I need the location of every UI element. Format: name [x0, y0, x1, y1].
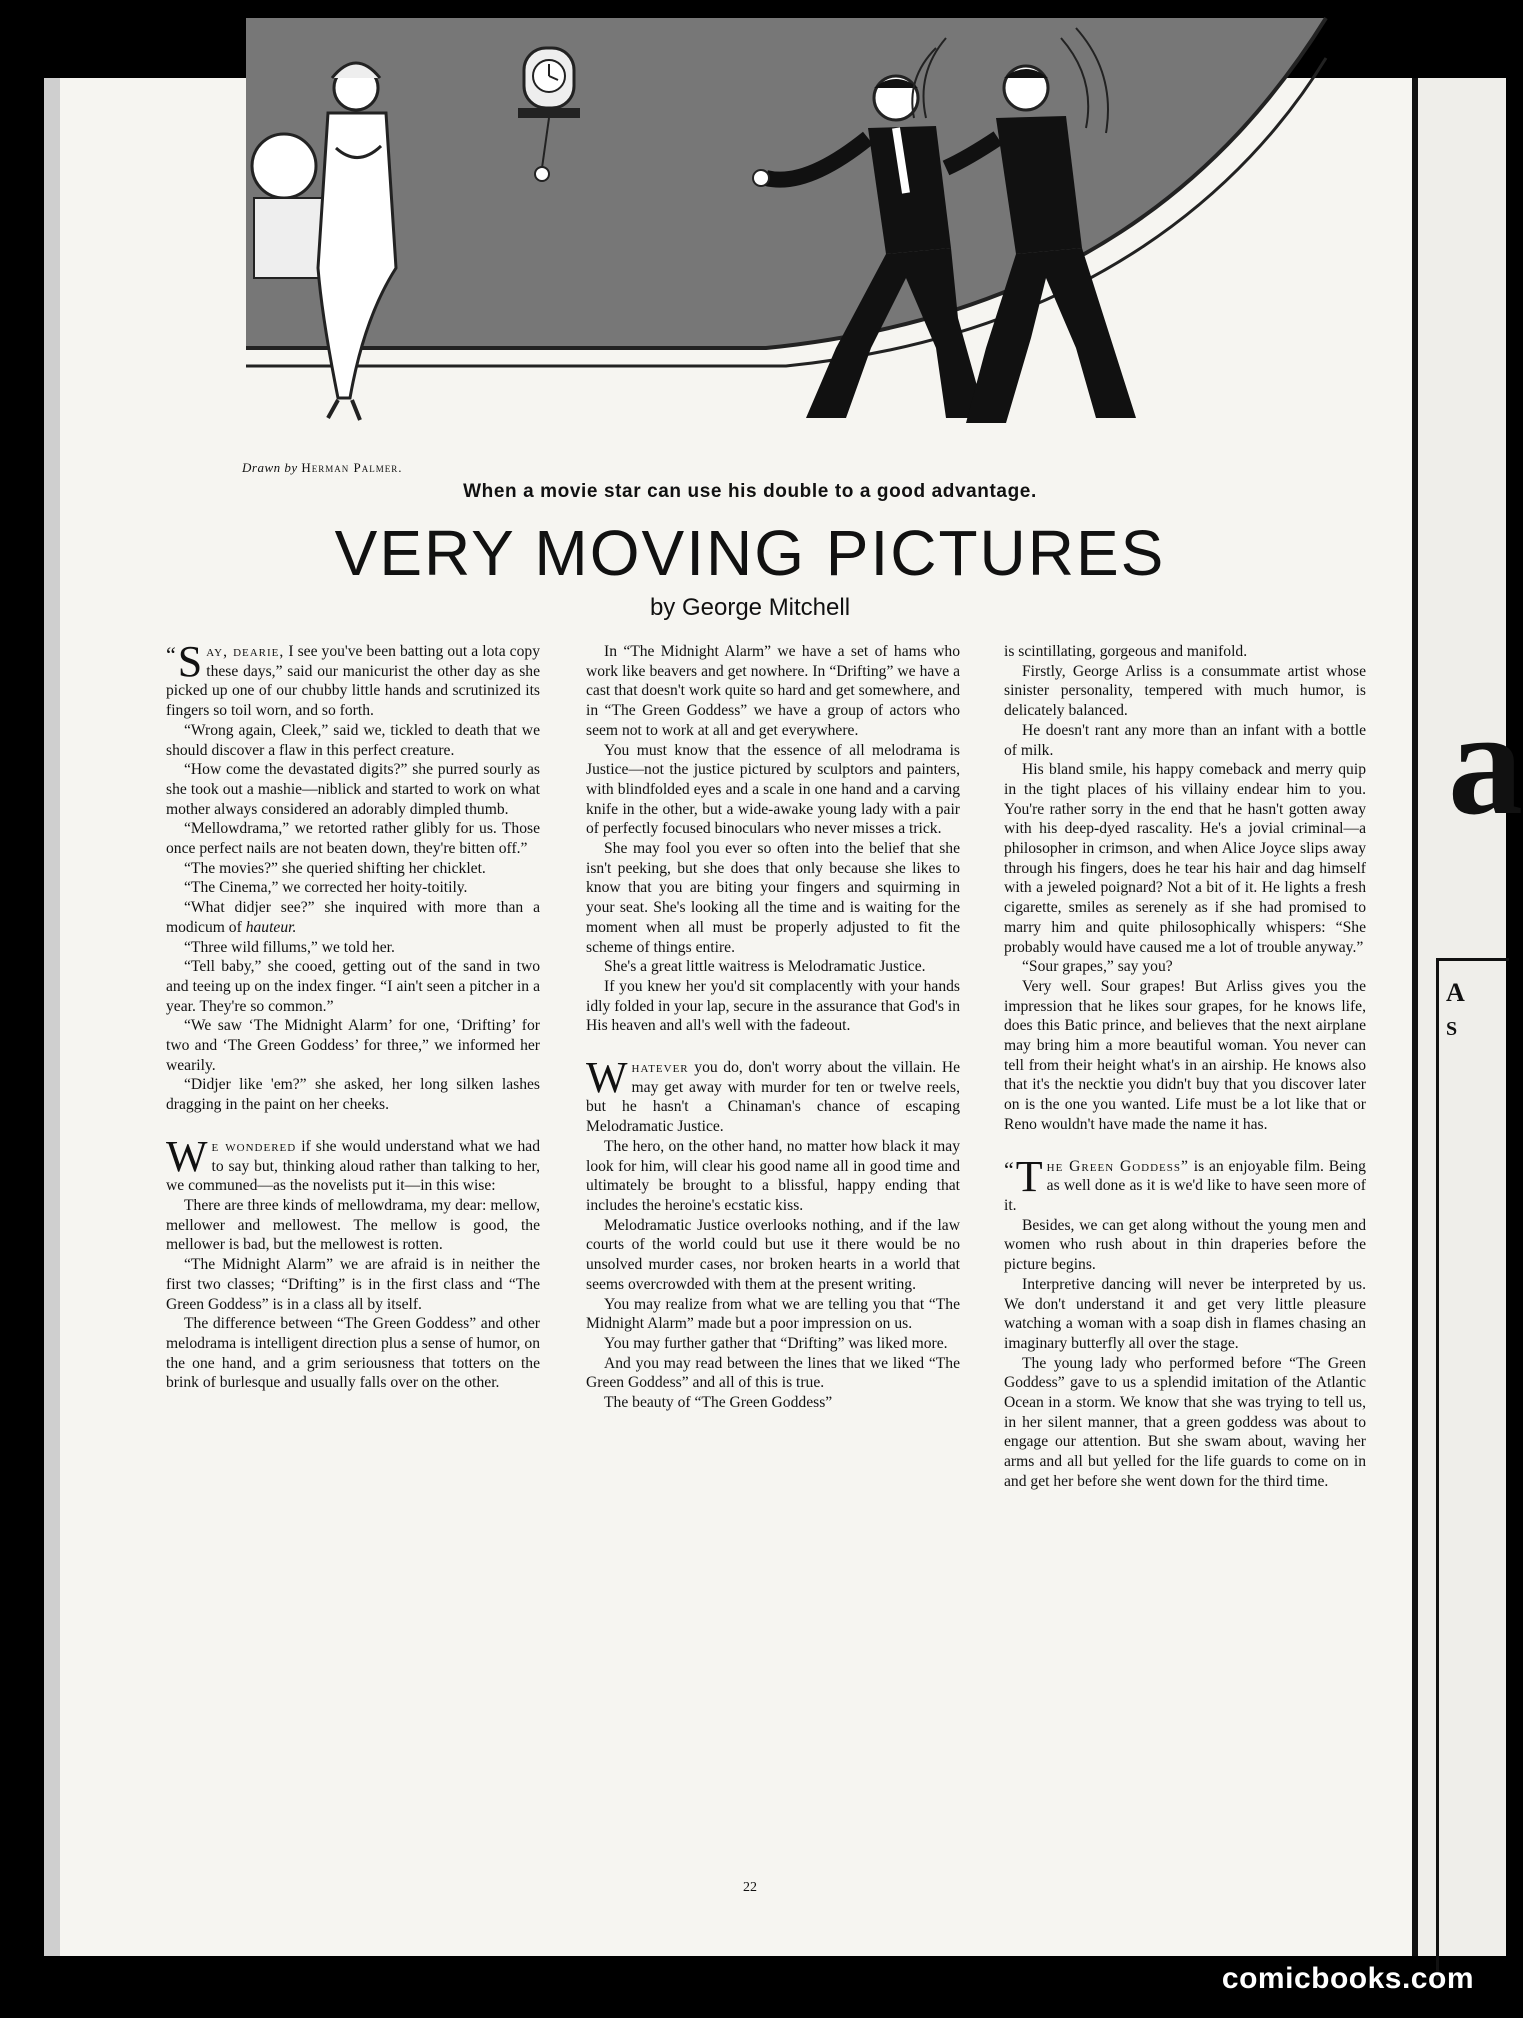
paragraph: “Mellowdrama,” we retorted rather glibly for us. Those once perfect nails are not beaten down, they're bitten off.” [166, 820, 540, 858]
article-title: VERY MOVING PICTURES [334, 517, 1166, 589]
cartoon-illustration [246, 18, 1326, 438]
adjacent-page-strip [1412, 78, 1523, 1956]
paragraph: She may fool you ever so often into the belief that she isn't peeking, but she does that only because she likes to know that you are biting your fingers and squirming in your seat. She's looking all the time and is waiting for the moment when all must be properly adjusted to fit the scheme of things entire. [586, 840, 960, 956]
illustration-credit: Drawn by Herman Palmer. [242, 460, 403, 475]
paragraph: You may further gather that “Drifting” was liked more. [604, 1334, 948, 1352]
paragraph: Besides, we can get along without the young men and women who rush about in thin draperies before the picture begins. [1004, 1216, 1366, 1274]
paragraph: Firstly, George Arliss is a consummate artist whose sinister personality, tempered with much humor, is delicately balanced. [1004, 662, 1366, 720]
paragraph: Interpretive dancing will never be interpreted by us. We don't understand it and get very little pleasure watching a woman with a soap dish in flames chasing an imaginary butterfly all over the stage. [1004, 1275, 1366, 1352]
paragraph: The beauty of “The Green Goddess” [604, 1394, 833, 1412]
drop-cap: W [166, 1131, 208, 1181]
article-byline: by George Mitchell [649, 594, 851, 621]
paragraph: “Sour grapes,” say you? [1022, 958, 1173, 976]
paragraph: “Three wild fillums,” we told her. [184, 938, 395, 956]
paragraph: “Tell baby,” she cooed, getting out of the sand in two and teeing up on the index finger. “I ain't seen a pitcher in a year. They're so common.” [166, 958, 540, 1015]
paragraph: In “The Midnight Alarm” we have a set of hams who work like beavers and get nowhere. In “Drifting” we have a cast that doesn't work quite so hard and get somewhere, and in “The Green Goddess” we have a group of actors who seem not to work at all and get everywhere. [586, 643, 960, 739]
paragraph: And you may read between the lines that we liked “The Green Goddess” and all of this is true. [586, 1354, 960, 1392]
paragraph: Melodramatic Justice overlooks nothing, and if the law courts of the world could but use it there would be no unsolved murder cases, nor broken hearts in a world that seems overcrowded with them at the present writing. [586, 1216, 960, 1293]
paragraph: “Didjer like 'em?” she asked, her long silken lashes dragging in the paint on her cheeks. [166, 1076, 540, 1114]
paragraph: Very well. Sour grapes! But Arliss gives you the impression that he likes sour grapes, for he knows life, does this Batic prince, and believes that the next airplane may bring him a more beautiful woman. You never can tell from their height what's in an airship. He knows also that it's the necktie you didn't buy that you discover later on is the one you wanted. Life must be a lot like that or Reno wouldn't have made the name it has. [1004, 977, 1366, 1133]
paragraph: You may realize from what we are telling you that “The Midnight Alarm” made but a poor impression on us. [586, 1295, 960, 1333]
paragraph: “Wrong again, Cleek,” said we, tickled to death that we should discover a flaw in this perfect creature. [166, 721, 540, 759]
paragraph: The young lady who performed before “The Green Goddess” gave to us a splendid imitation of the Atlantic Ocean in a storm. We know that she was trying to tell us, in her silent manner, that a green goddess was about to engage our attention. But she swam about, waving her arms and all but yelled for the life guards to come on in and get her before she went down for the third time. [1004, 1354, 1366, 1490]
site-watermark: comicbooks.com [1221, 1962, 1474, 1995]
page-gutter [44, 78, 60, 1956]
paragraph: “ S ay, dearie, I see you've been batting out a lota copy these days,” said our manicurist the other day as she picked up one of our chubby little hands and scrutinized its fingers so toil worn, and so forth. [166, 637, 540, 720]
paragraph: You must know that the essence of all melodrama is Justice—not the justice pictured by sculptors and painters, with blindfolded eyes and a scale in one hand and a carving knife in the other, but a wide-awake young lady with a pair of perfectly focused binoculars who never misses a trick. [586, 741, 960, 838]
drop-cap: W [586, 1053, 628, 1103]
paragraph: She's a great little waitress is Melodramatic Justice. [604, 958, 926, 976]
paragraph: is scintillating, gorgeous and manifold. [1004, 643, 1248, 660]
drop-cap: T [1015, 1151, 1043, 1201]
drop-cap: S [177, 637, 203, 686]
paragraph: We wondered if she would understand what we had to say but, thinking aloud rather than talking to her, we communed—as the novelists put it—in this wise: [166, 1131, 540, 1195]
adjacent-page-fragment: S [1446, 1018, 1458, 1040]
text-column-2 [586, 642, 960, 1842]
paragraph: “The movies?” she queried shifting her chicklet. [184, 859, 486, 877]
paragraph: He doesn't rant any more than an infant with a bottle of milk. [1004, 721, 1366, 759]
page-number: 22 [743, 1880, 757, 1895]
paragraph: His bland smile, his happy comeback and merry quip in the tight places of his villainy endear him to you. You're rather sorry in the end that he hasn't gotten away with his deep-dyed rascality. He's a jovial criminal—a philosopher in crimson, and when Alice Joyce slips away through his fingers, does he tear his hair and dag himself with a jeweled poignard? Not a bit of it. He lights a fresh cigarette, smiles as serenely as if she had promised to marry him and quite philosophically whispers: “She probably would have caused me a lot of trouble anyway.” [1004, 761, 1366, 956]
text-column-3 [1004, 642, 1366, 1842]
paragraph: Whatever you do, don't worry about the villain. He may get away with murder for ten or twelve reels, but he hasn't a Chinaman's chance of escaping Melodramatic Justice. [586, 1053, 960, 1136]
paragraph: “ T he Green Goddess” is an enjoyable film. Being as well done as it is we'd like to have seen more of it. [1004, 1151, 1366, 1214]
paragraph: The difference between “The Green Goddess” and other melodrama is intelligent direction plus a sense of humor, on the one hand, and a grim seriousness that totters on the brink of burlesque and usually falls over on the other. [166, 1315, 540, 1392]
paragraph: There are three kinds of mellowdrama, my dear: mellow, mellower and mellowest. The mellow is good, the mellower is bad, but the mellowest is rotten. [166, 1196, 540, 1254]
adjacent-page-box [1436, 958, 1509, 1981]
paragraph: “The Cinema,” we corrected her hoity-toitily. [184, 879, 468, 897]
illustration-caption: When a movie star can use his double to a good advantage. [463, 481, 1037, 502]
paragraph: “What didjer see?” she inquired with more than a modicum of hauteur. [166, 899, 540, 936]
adjacent-page-large-letter: a [1448, 680, 1523, 846]
paragraph: “We saw ‘The Midnight Alarm’ for one, ‘Drifting’ for two and ‘The Green Goddess’ for three,” we informed her wearily. [166, 1017, 540, 1074]
paragraph: The hero, on the other hand, no matter how black it may look for him, will clear his good name all in good time and ultimately be brought to a blissful, happy ending that includes the heroine's ecstatic kiss. [586, 1137, 960, 1214]
paragraph: “How come the devastated digits?” she purred sourly as she took out a mashie—niblick and started to work on what mother always considered an adorably dimpled thumb. [166, 761, 540, 818]
text-column-1 [166, 637, 540, 1842]
paragraph: If you knew her you'd sit complacently with your hands idly folded in your lap, secure in the assurance that God's in His heaven and all's well with the fadeout. [586, 977, 960, 1035]
paragraph: “The Midnight Alarm” we are afraid is in neither the first two classes; “Drifting” is in the first class and “The Green Goddess” is in a class all by itself. [166, 1256, 540, 1313]
adjacent-page-fragment: A [1446, 978, 1465, 1007]
